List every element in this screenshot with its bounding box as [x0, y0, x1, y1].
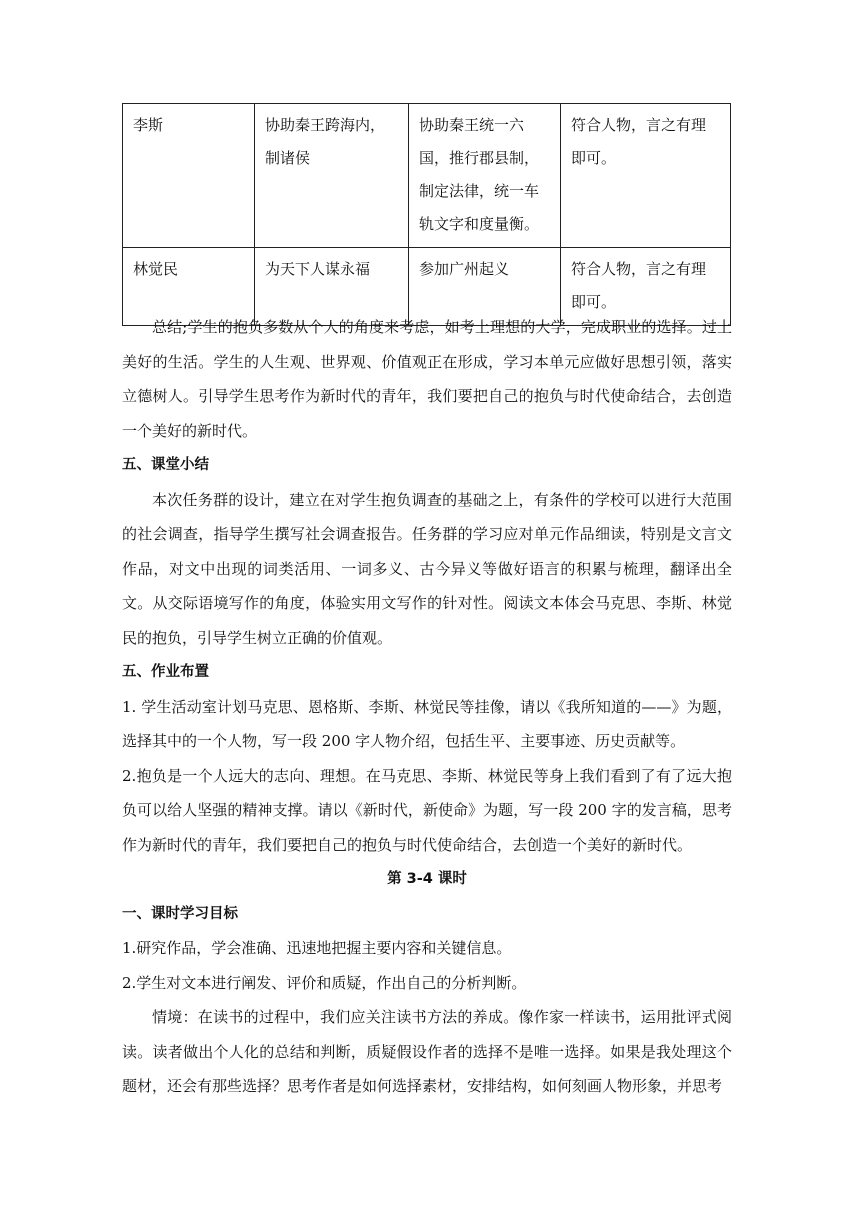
- table-cell-deeds: 参加广州起义: [409, 248, 561, 326]
- table-cell-ambition: 协助秦王跨海内，制诸侯: [255, 104, 409, 248]
- table-cell-name: 李斯: [123, 104, 255, 248]
- table-cell-deeds: 协助秦王统一六国，推行郡县制，制定法律，统一车轨文字和度量衡。: [409, 104, 561, 248]
- homework-item-2: 2.抱负是一个人远大的志向、理想。在马克思、李斯、林觉民等身上我们看到了有了远大抱负可以给人坚强的精神支撑。请以《新时代，新使命》为题，写一段 200 字的发言稿，思考作为新时代的青年，我们要把自己的抱负与时代使命结合，去创造一个美好的新时代。: [122, 766, 732, 854]
- body-text: [122, 310, 732, 1104]
- table-cell-ambition: 为天下人谋永福: [255, 248, 409, 326]
- table-cell-name: 林觉民: [123, 248, 255, 326]
- section-heading: 五、作业布置: [122, 664, 209, 680]
- table-row: [123, 104, 731, 248]
- summary-paragraph: 总结;学生的抱负多数从个人的角度来考虑，如考上理想的大学，完成职业的选择。过上美好的生活。学生的人生观、世界观、价值观正在形成，学习本单元应做好思想引领，落实立德树人。引导学生思考作为新时代的青年，我们要把自己的抱负与时代使命结合，去创造一个美好的新时代。: [122, 318, 732, 440]
- goal-item-1: 1.研究作品，学会准确、迅速地把握主要内容和关键信息。: [122, 939, 512, 957]
- section-heading: 一、课时学习目标: [122, 905, 238, 922]
- situation-paragraph: 情境：在读书的过程中，我们应关注读书方法的养成。像作家一样读书，运用批评式阅读。读者做出个人化的总结和判断，质疑假设作者的选择不是唯一选择。如果是我处理这个题材，还会有那些选择？思考作者是如何选择素材，安排结构，如何刻画人物形象，并思考: [122, 1008, 732, 1095]
- lesson-title: 第 3-4 课时: [387, 871, 467, 887]
- goal-item-2: 2.学生对文本进行阐发、评价和质疑，作出自己的分析判断。: [122, 973, 527, 992]
- homework-item-1: 1. 学生活动室计划马克思、恩格斯、李斯、林觉民等挂像，请以《我所知道的——》为题，选择其中的一个人物，写一段 200 字人物介绍，包括生平、主要事迹、历史贡献等。: [122, 697, 732, 750]
- section-heading: 五、课堂小结: [122, 457, 209, 473]
- comparison-table: [122, 103, 731, 326]
- table-cell-comment: 符合人物，言之有理即可。: [561, 248, 731, 326]
- table-cell-comment: 符合人物，言之有理即可。: [561, 104, 731, 248]
- class-summary-paragraph: 本次任务群的设计，建立在对学生抱负调查的基础之上，有条件的学校可以进行大范围的社会调查，指导学生撰写社会调查报告。任务群的学习应对单元作品细读，特别是文言文作品，对文中出现的词类活用、一词多义、古今异义等做好语言的积累与梳理，翻译出全文。从交际语境写作的角度，体验实用文写作的针对性。阅读文本体会马克思、李斯、林觉民的抱负，引导学生树立正确的价值观。: [122, 490, 732, 647]
